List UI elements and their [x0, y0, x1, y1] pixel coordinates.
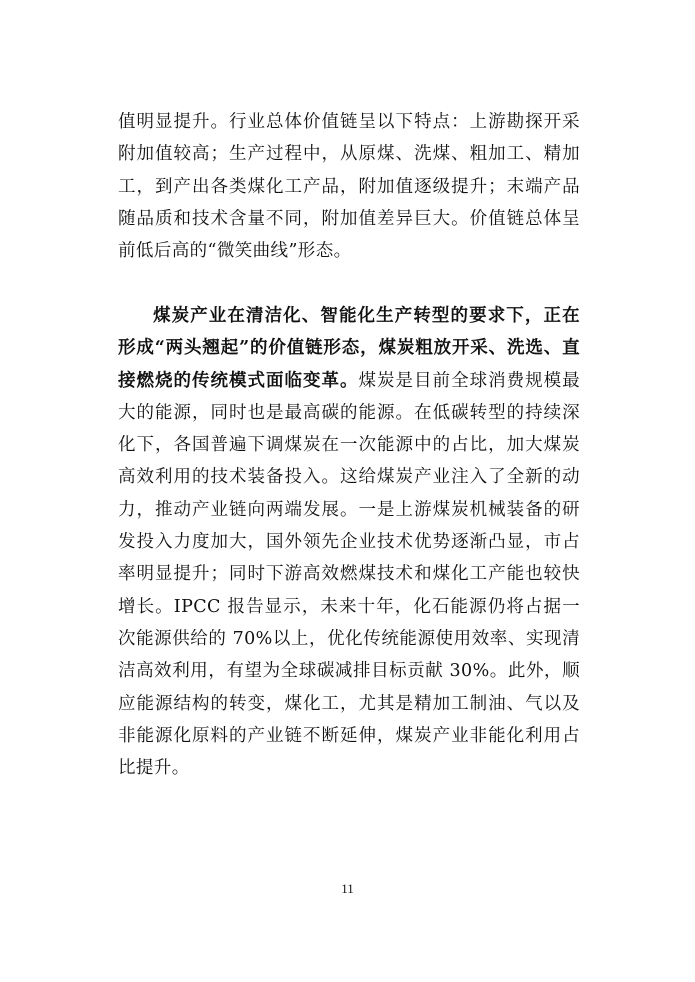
body-paragraph-2 — [118, 300, 580, 784]
page-number: 11 — [341, 881, 354, 896]
paragraph-2-body-text: 煤炭是目前全球消费规模最大的能源，同时也是最高碳的能源。在低碳转型的持续深化下，各国普遍下调煤炭在一次能源中的占比，加大煤炭高效利用的技术装备投入。这给煤炭产业注入了全新的动力，推动产业链向两端发展。一是上游煤炭机械装备的研发投入力度加大，国外领先企业技术优势逐渐凸显，市占率明显提升；同时下游高效燃煤技术和煤化工产能也较快增长。IPCC 报告显示，未来十年，化石能源仍将占据一次能源供给的 70%以上，优化传统能源使用效率、实现清洁高效利用，有望为全球碳减排目标贡献 30%。此外，顺应能源结构的转变，煤化工，尤其是精加工制油、气以及非能源化原料的产业链不断延伸，煤炭产业非能化利用占比提升。 — [118, 370, 580, 779]
paragraph-2-bold-lead: 煤炭产业在清洁化、智能化生产转型的要求下，正在形成“两头翘起”的价值链形态，煤炭粗放开采、洗选、直接燃烧的传统模式面临变革。 — [118, 306, 580, 391]
body-paragraph-1: 值明显提升。行业总体价值链呈以下特点：上游勘探开采附加值较高；生产过程中，从原煤、洗煤、粗加工、精加工，到产出各类煤化工产品，附加值逐级提升；末端产品随品质和技术含量不同，附加值差异巨大。价值链总体呈前低后高的“微笑曲线”形态。 — [118, 112, 580, 262]
